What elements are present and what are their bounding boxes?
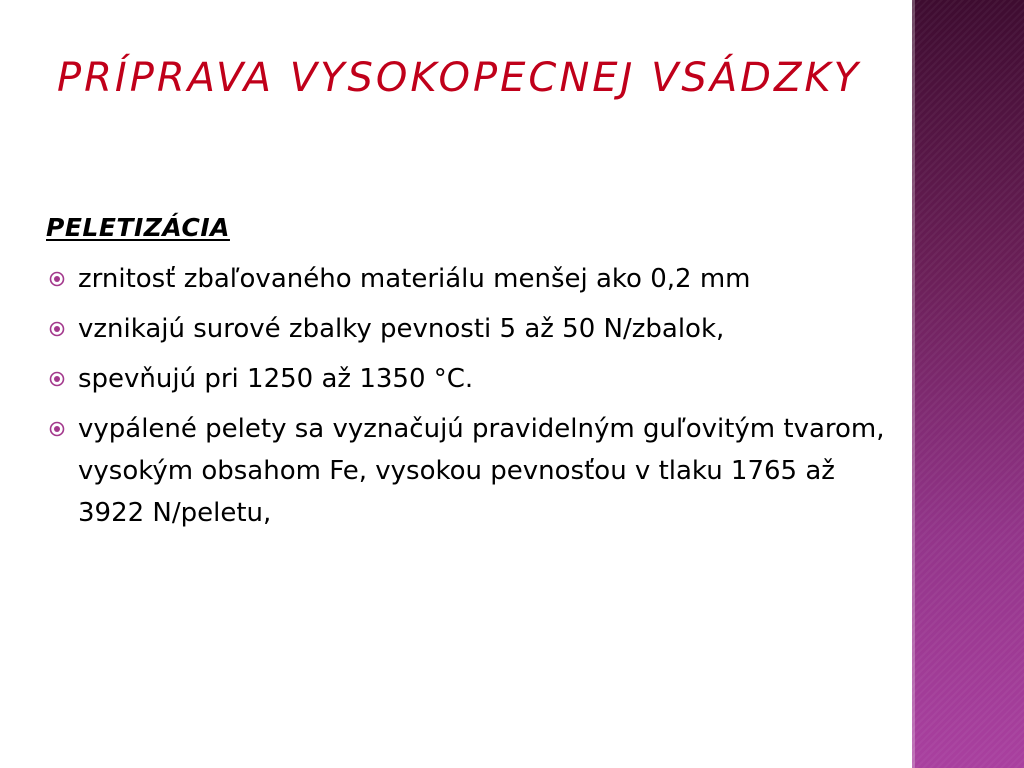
bullet-item	[46, 408, 896, 534]
bullet-item	[46, 358, 896, 400]
slide-title: PRÍPRAVA VYSOKOPECNEJ VSÁDZKY	[57, 55, 862, 101]
circled-dot-icon	[49, 321, 65, 337]
section-heading: PELETIZÁCIA	[46, 213, 230, 242]
bullet-item	[46, 258, 896, 300]
slide-content	[46, 210, 896, 542]
decorative-side-band	[912, 0, 1024, 768]
bullet-text: vypálené pelety sa vyznačujú pravidelným guľovitým tvarom, vysokým obsahom Fe, vysokou pevnosťou v tlaku 1765 až 3922 N/peletu,	[78, 414, 885, 528]
bullet-text: zrnitosť zbaľovaného materiálu menšej ako 0,2 mm	[78, 264, 751, 294]
bullet-text: spevňujú pri 1250 až 1350 °C.	[78, 364, 474, 394]
circled-dot-icon	[49, 371, 65, 387]
bullet-item	[46, 308, 896, 350]
bullet-list	[46, 258, 896, 534]
bullet-text: vznikajú surové zbalky pevnosti 5 až 50 N/zbalok,	[78, 314, 725, 344]
circled-dot-icon	[49, 421, 65, 437]
circled-dot-icon	[49, 271, 65, 287]
